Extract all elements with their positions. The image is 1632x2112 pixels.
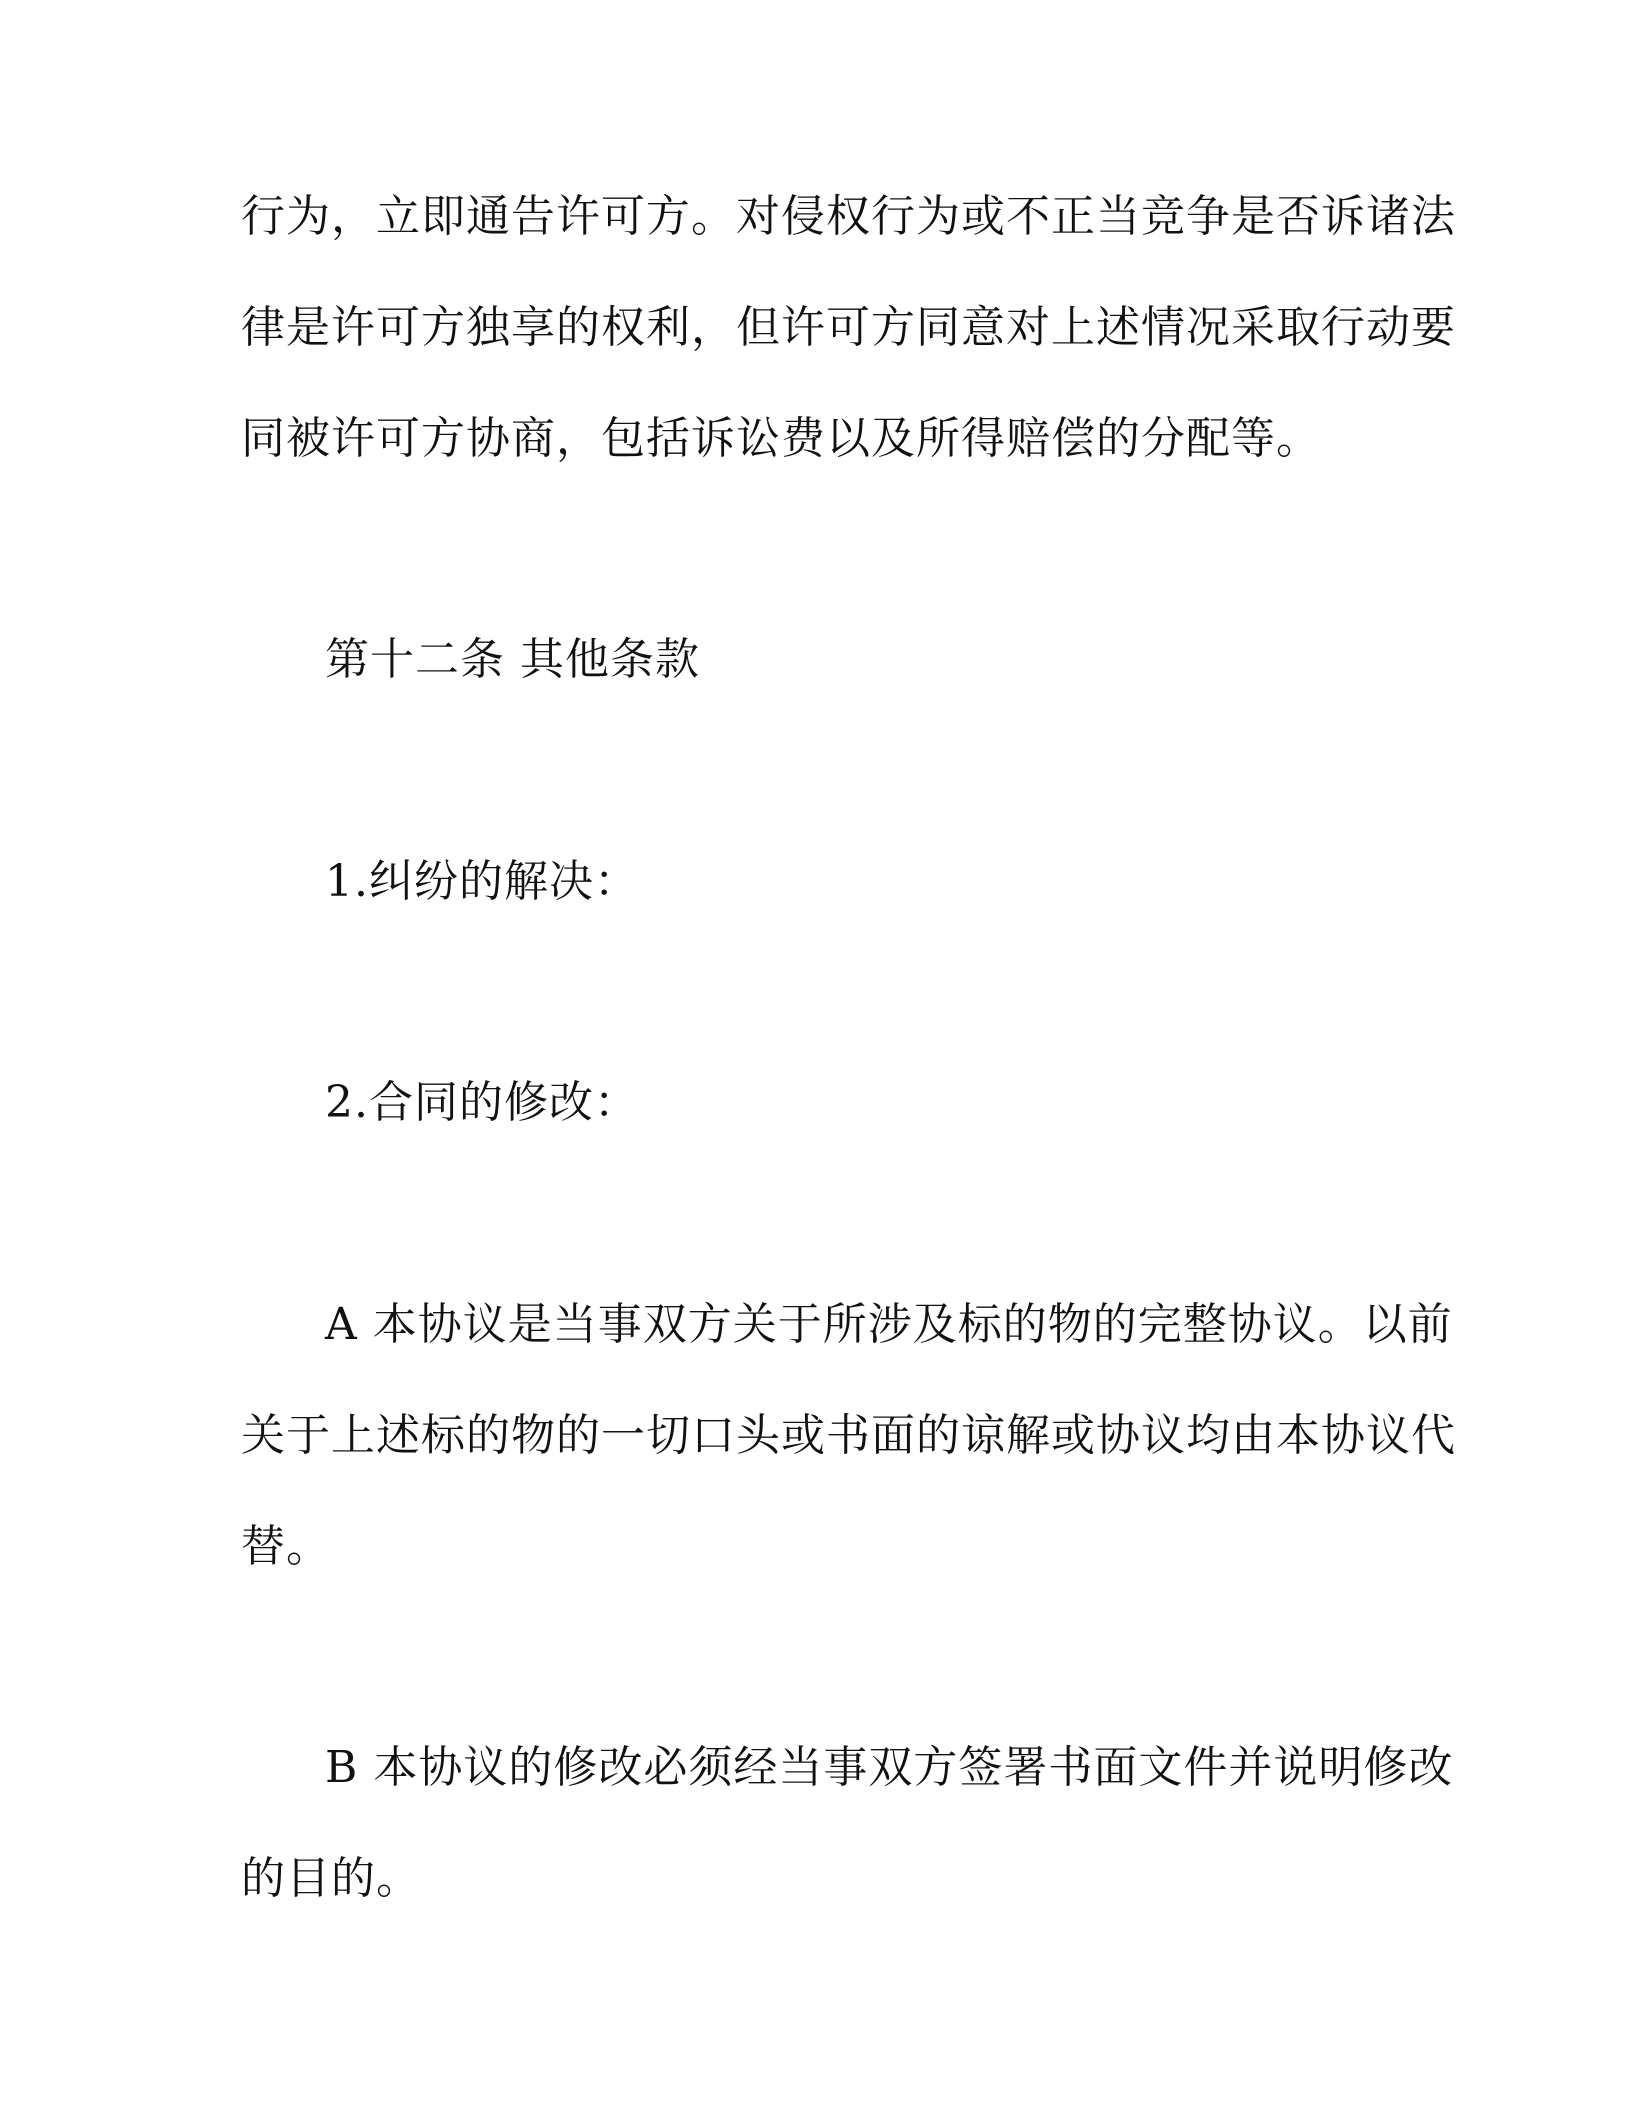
clause-b-line-1: B 本协议的修改必须经当事双方签署书面文件并说明修改 [325,1742,1454,1793]
clause-b-line-2: 的目的。 [241,1853,421,1904]
item1-dispute-resolution: 1.纠纷的解决： [325,856,639,907]
para1-line-2: 律是许可方独享的权利，但许可方同意对上述情况采取行动要 [241,302,1456,353]
para1-line-1: 行为，立即通告许可方。对侵权行为或不正当竞争是否诉诸法 [241,191,1456,242]
clause-a-line-2: 关于上述标的物的一切口头或书面的谅解或协议均由本协议代 [241,1410,1456,1461]
clause-a-line-3: 替。 [241,1521,331,1572]
clause-a-line-1: A 本协议是当事双方关于所涉及标的物的完整协议。以前 [325,1299,1453,1350]
item2-contract-amendment: 2.合同的修改： [325,1077,639,1128]
para1-line-3: 同被许可方协商，包括诉讼费以及所得赔偿的分配等。 [241,413,1321,464]
article12-heading: 第十二条 其他条款 [325,634,700,685]
